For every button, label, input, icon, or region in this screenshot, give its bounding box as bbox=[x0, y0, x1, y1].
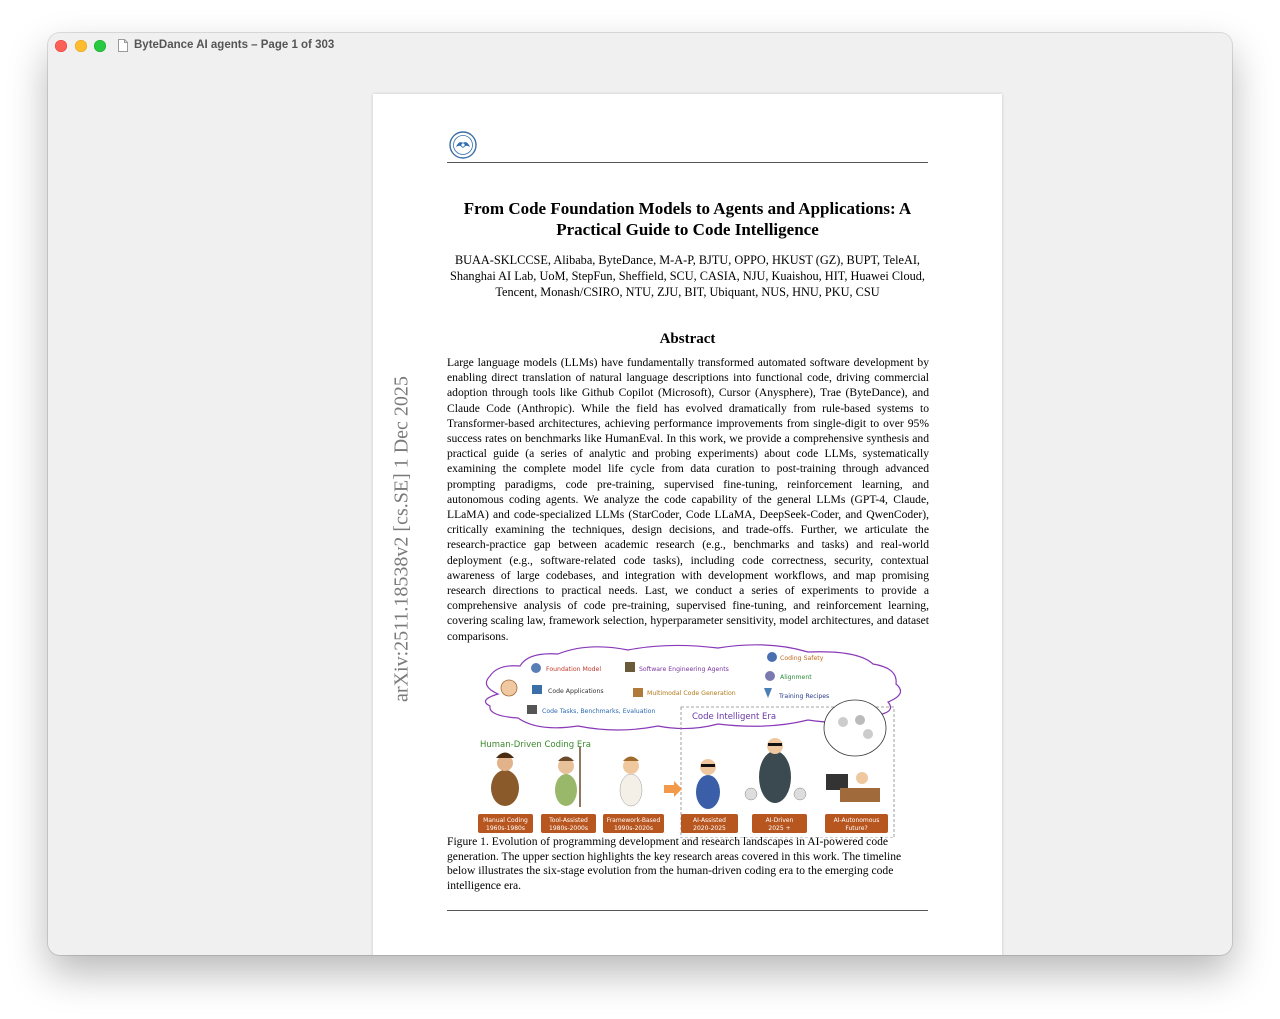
ai-autonomous-figure bbox=[824, 700, 886, 802]
foundation-model-icon bbox=[531, 663, 541, 673]
stage-box-1 bbox=[478, 814, 533, 833]
stage-box-4 bbox=[681, 814, 738, 833]
figure-caption: Figure 1. Evolution of programming development and research landscapes in AI-powered code generation. The upper section highlights the key research areas covered in this work. The timeline below illustrates the six-stage evolution from the human-driven coding era to the emerging code intelligence era. bbox=[447, 835, 902, 892]
pdf-viewer-window bbox=[48, 33, 1232, 955]
stage-2-label: Tool-Assisted bbox=[549, 817, 588, 824]
topic-code-applications: Code Applications bbox=[548, 688, 604, 695]
university-seal-icon bbox=[449, 131, 477, 159]
topic-multimodal: Multimodal Code Generation bbox=[647, 690, 736, 697]
arxiv-stamp bbox=[389, 360, 414, 718]
arxiv-id: arXiv:2511.18538v2 [cs.SE] 1 Dec 2025 bbox=[390, 376, 412, 702]
author-affiliations bbox=[443, 252, 932, 300]
stage-3-years: 1990s-2020s bbox=[614, 825, 653, 832]
topic-foundation-model: Foundation Model bbox=[546, 666, 602, 673]
stage-5-years: 2025 + bbox=[768, 825, 791, 832]
pdf-page[interactable] bbox=[373, 94, 1002, 955]
coding-safety-icon bbox=[767, 652, 777, 662]
stage-6-years: Future? bbox=[845, 825, 868, 832]
framework-coder-figure bbox=[620, 757, 642, 807]
title-bar bbox=[48, 33, 1232, 59]
stage-1-label: Manual Coding bbox=[483, 817, 528, 824]
header-rule bbox=[447, 162, 928, 163]
stage-3-label: Framework-Based bbox=[606, 817, 661, 824]
authors-line-1: BUAA-SKLCCSE, Alibaba, ByteDance, M-A-P, BJTU, OPPO, HKUST (GZ), BUPT, TeleAI, bbox=[454, 253, 921, 267]
paper-title-line-1: From Code Foundation Models to Agents and Applications: A bbox=[463, 199, 912, 218]
ai-driven-robot-figure bbox=[745, 738, 806, 803]
close-window-button[interactable] bbox=[55, 40, 67, 52]
thinking-person-icon bbox=[501, 680, 517, 696]
stage-2-years: 1980s-2000s bbox=[549, 825, 588, 832]
se-agents-icon bbox=[625, 662, 635, 672]
multimodal-icon bbox=[633, 688, 643, 697]
topic-benchmarks: Code Tasks, Benchmarks, Evaluation bbox=[542, 708, 656, 715]
alignment-icon bbox=[765, 671, 775, 681]
stage-box-6 bbox=[825, 814, 888, 833]
topic-training-recipes: Training Recipes bbox=[779, 693, 830, 700]
stage-4-years: 2020-2025 bbox=[693, 825, 726, 832]
ai-assisted-figure bbox=[696, 759, 720, 809]
human-era-label: Human-Driven Coding Era bbox=[480, 740, 591, 750]
ai-era-label: Code Intelligent Era bbox=[692, 712, 777, 722]
authors-line-2: Shanghai AI Lab, UoM, StepFun, Sheffield, SCU, CASIA, NJU, Kuaishou, HIT, Huawei Cloud, bbox=[449, 269, 925, 283]
topic-se-agents: Software Engineering Agents bbox=[639, 666, 729, 673]
authors-line-3: Tencent, Monash/CSIRO, NTU, ZJU, BIT, Ubiquant, NUS, HNU, PKU, CSU bbox=[495, 285, 880, 299]
paper-title bbox=[443, 198, 932, 240]
abstract-text: Large language models (LLMs) have fundamentally transformed automated software development by enabling direct translation of natural language descriptions into functional code, driving commercial adoption through tools like Github Copilot (Microsoft), Cursor (Anysphere), Trae (ByteDance), and Claude Code (Anthropic). While the field has evolved dramatically from rule-based systems to Transformer-based architectures, achieving performance improvements from single-digit to over 95% success rates on benchmarks like HumanEval. In this work, we provide a comprehensive synthesis and practical guide (a series of analytic and probing experiments) about code LLMs, systematically examining the complete model life cycle from data curation to post-training through advanced prompting paradigms, code pre-training, supervised fine-tuning, reinforcement learning, and autonomous coding agents. We analyze the code capability of the general LLMs (GPT-4, Claude, LLaMA) and code-specialized LLMs (StarCoder, Code LLaMA, DeepSeek-Coder, and QwenCoder), critically examining the techniques, design decisions, and trade-offs. Further, we articulate the research-practice gap between academic research (e.g., benchmarks and tasks) and real-world deployment (e.g., software-related code tasks), including code correctness, security, contextual awareness of large codebases, and integration with development workflows, and map promising research directions to practical needs. Last, we conduct a series of experiments to provide a comprehensive analysis of code pre-training, supervised fine-tuning, and reinforcement learning, covering scaling law, framework selection, hyperparameter sensitivity, model architectures, and dataset comparisons. bbox=[447, 356, 929, 643]
topic-coding-safety: Coding Safety bbox=[780, 655, 824, 662]
topic-alignment: Alignment bbox=[780, 674, 812, 681]
stage-5-label: AI-Driven bbox=[765, 817, 794, 824]
zoom-window-button[interactable] bbox=[94, 40, 106, 52]
paper-title-line-2: Practical Guide to Code Intelligence bbox=[556, 220, 819, 239]
figure-1 bbox=[468, 642, 904, 838]
stage-box-2 bbox=[541, 814, 596, 833]
stage-6-label: AI-Autonomous bbox=[833, 817, 880, 824]
stage-box-5 bbox=[752, 814, 807, 833]
caveman-figure bbox=[491, 753, 519, 807]
stage-1-years: 1960s-1980s bbox=[486, 825, 525, 832]
footer-rule bbox=[447, 910, 928, 911]
stage-box-3 bbox=[603, 814, 664, 833]
abstract-heading: Abstract bbox=[659, 331, 716, 347]
minimize-window-button[interactable] bbox=[75, 40, 87, 52]
timeline-arrow-icon bbox=[664, 781, 682, 797]
document-icon bbox=[118, 39, 128, 52]
code-applications-icon bbox=[532, 685, 542, 694]
tool-user-figure bbox=[555, 747, 580, 807]
benchmarks-icon bbox=[527, 705, 537, 714]
window-title: ByteDance AI agents – Page 1 of 303 bbox=[134, 39, 335, 51]
stage-4-label: AI-Assisted bbox=[693, 817, 726, 824]
